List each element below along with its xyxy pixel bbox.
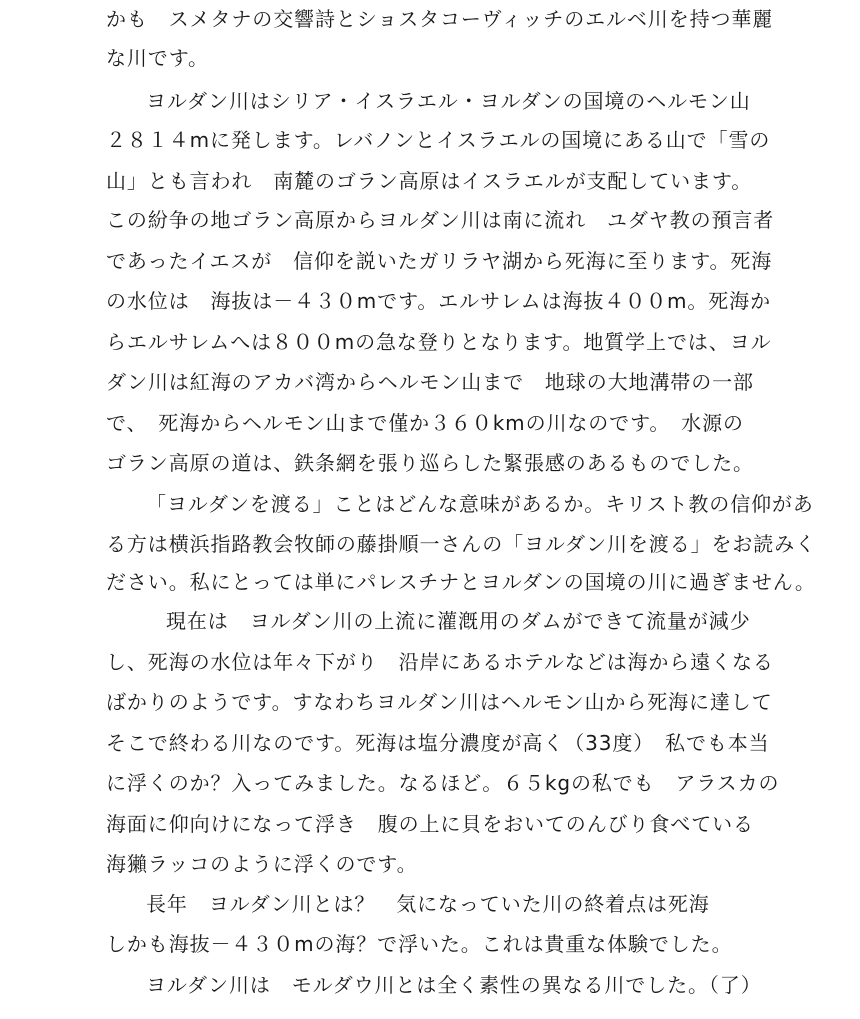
text-line-25: ヨルダン川は モルダウ川とは全く素性の異なる川でした。（了） <box>146 973 762 997</box>
text-line-4: ２８１４mに発します。レバノンとイスラエルの国境にある山で「雪の <box>106 128 771 152</box>
text-line-23: 長年 ヨルダン川とは？ 気になっていた川の終着点は死海 <box>146 892 710 916</box>
text-line-16: 現在は ヨルダン川の上流に灌漑用のダムができて流量が減少 <box>166 609 751 633</box>
text-line-21: 海面に仰向けになって浮き 腹の上に貝をおいてのんびり食べている <box>106 812 754 836</box>
text-line-3: ヨルダン川はシリア・イスラエル・ヨルダンの国境のヘルモン山 <box>146 89 751 113</box>
text-line-14: る方は横浜指路教会牧師の藤掛順一さんの「ヨルダン川を渡る」をお読みく <box>106 532 816 556</box>
text-line-11: で、 死海からヘルモン山まで僅か３６０kmの川なのです。 水源の <box>106 411 744 435</box>
text-line-6: この紛争の地ゴラン高原からヨルダン川は南に流れ ユダヤ教の預言者 <box>106 208 775 232</box>
text-line-9: らエルサレムへは８００mの急な登りとなります。地質学上では、ヨル <box>106 330 772 354</box>
text-line-22: 海獺ラッコのように浮くのです。 <box>106 852 418 876</box>
text-line-15: ださい。私にとっては単にパレスチナとヨルダンの国境の川に過ぎません。 <box>106 570 816 594</box>
text-line-13: 「ヨルダンを渡る」ことはどんな意味があるか。キリスト教の信仰があ <box>146 492 814 516</box>
text-line-2: な川です。 <box>106 46 209 70</box>
text-line-10: ダン川は紅海のアカバ湾からヘルモン山まで 地球の大地溝帯の一部 <box>106 370 754 394</box>
text-line-19: そこで終わる川なのです。死海は塩分濃度が高く（33度） 私でも本当 <box>106 731 770 755</box>
text-line-7: であったイエスが 信仰を説いたガリラヤ湖から死海に至ります。死海 <box>106 249 773 273</box>
text-line-5: 山」とも言われ 南麓のゴラン高原はイスラエルが支配しています。 <box>106 169 753 193</box>
text-line-12: ゴラン高原の道は、鉄条網を張り巡らした緊張感のあるものでした。 <box>106 451 754 475</box>
text-line-1: かも スメタナの交響詩とショスタコーヴィッチのエルベ川を持つ華麗 <box>106 7 774 31</box>
text-line-8: の水位は 海抜は－４３０mです。エルサレムは海抜４００m。死海か <box>106 289 771 313</box>
text-line-17: し、死海の水位は年々下がり 沿岸にあるホテルなどは海から遠くなる <box>106 650 774 674</box>
text-line-24: しかも海抜－４３０mの海？で浮いた。これは貴重な体験でした。 <box>106 932 733 956</box>
text-line-20: に浮くのか？入ってみました。なるほど。６５kgの私でも アラスカの <box>106 771 780 795</box>
text-line-18: ばかりのようです。すなわちヨルダン川はヘルモン山から死海に達して <box>106 690 773 714</box>
